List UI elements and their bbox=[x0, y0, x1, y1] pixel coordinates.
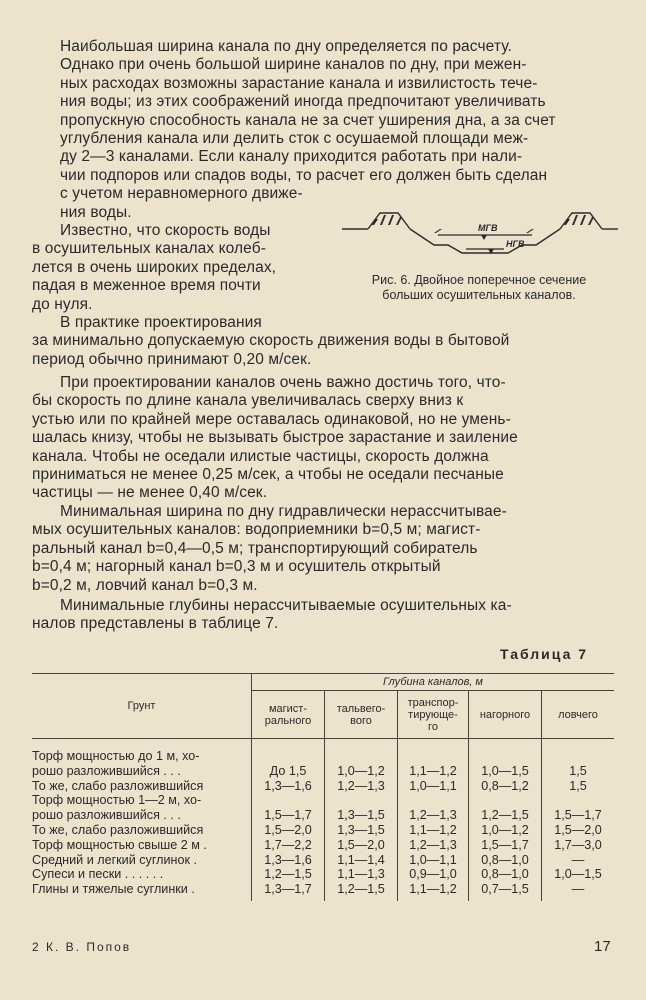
spoil-bank bbox=[560, 213, 602, 229]
value-cell: 1,3—1,6 bbox=[252, 779, 325, 794]
value-cell: 1,0—1,2 bbox=[325, 764, 398, 779]
value-cell: 1,5—2,0 bbox=[252, 823, 325, 838]
table-title: Таблица 7 bbox=[500, 646, 589, 662]
paragraph-2 bbox=[32, 222, 324, 314]
table-row bbox=[32, 793, 614, 808]
value-cell: 1,7—3,0 bbox=[542, 838, 615, 853]
text-line: Известно, что скорость воды bbox=[60, 222, 271, 239]
header-text: нагорного bbox=[479, 708, 531, 721]
soil-cell: Торф мощностью 1—2 м, хо- bbox=[32, 793, 202, 808]
value-cell: 1,5—1,7 bbox=[252, 808, 325, 823]
text-line: Минимальная ширина по дну гидравлически нерассчитывае- bbox=[60, 503, 507, 520]
value-cell: 1,1—1,2 bbox=[398, 882, 469, 901]
text-line: в осушительных каналах колеб- bbox=[32, 240, 266, 258]
table-row bbox=[32, 853, 614, 868]
paragraph-1 bbox=[32, 38, 614, 222]
soil-cell: Глины и тяжелые суглинки . bbox=[32, 882, 195, 897]
text-line: В практике проектирования bbox=[60, 314, 262, 331]
value-cell: 1,2—1,3 bbox=[398, 838, 469, 853]
value-cell: 1,0—1,1 bbox=[398, 779, 469, 794]
header-soil: Грунт bbox=[32, 674, 252, 739]
value-cell: — bbox=[542, 853, 615, 868]
soil-cell: То же, слабо разложившийся bbox=[32, 778, 204, 793]
text-line: с учетом неравномерного движе- bbox=[60, 185, 303, 203]
mgv-label: МГВ bbox=[478, 223, 498, 233]
value-cell: 1,5—1,7 bbox=[469, 838, 542, 853]
value-cell: 1,1—1,3 bbox=[325, 867, 398, 882]
text-line: ду 2—3 каналами. Если каналу приходится работать при нали- bbox=[60, 148, 523, 166]
text-line: чии подпоров или спадов воды, то расчет его должен быть сделан bbox=[60, 166, 548, 184]
soil-cell: Торф мощностью до 1 м, хо- bbox=[32, 749, 200, 763]
value-cell: 1,3—1,5 bbox=[325, 808, 398, 823]
caption-line: Рис. 6. Двойное поперечное сечение bbox=[371, 273, 587, 287]
hatching bbox=[372, 215, 402, 225]
header-col-upland bbox=[469, 691, 542, 739]
header-depth-group bbox=[252, 674, 615, 691]
soil-cell: Супеси и пески . . . . . . bbox=[32, 867, 164, 882]
header-col-thalweg bbox=[325, 691, 398, 739]
text-line: устью или по крайней мере оставалась одинаковой, но не умень- bbox=[32, 410, 511, 428]
value-cell: 1,0—1,1 bbox=[398, 853, 469, 868]
value-cell: 1,3—1,7 bbox=[252, 882, 325, 901]
table-row bbox=[32, 764, 614, 779]
soil-cell: рошо разложившийся . . . bbox=[32, 763, 181, 778]
value-cell: 1,3—1,5 bbox=[325, 823, 398, 838]
value-cell: 0,8—1,2 bbox=[469, 779, 542, 794]
value-cell bbox=[325, 739, 398, 764]
value-cell: 1,5—2,0 bbox=[325, 838, 398, 853]
header-col-main bbox=[252, 691, 325, 739]
spoil-bank bbox=[368, 213, 410, 229]
soil-cell: Средний и легкий суглинок . bbox=[32, 852, 198, 867]
header-col-transport bbox=[398, 691, 469, 739]
value-cell bbox=[398, 739, 469, 764]
text-line: приниматься не менее 0,25 м/сек, а чтобы не оседали песчаные bbox=[32, 466, 504, 484]
soil-cell: Торф мощностью свыше 2 м . bbox=[32, 837, 207, 852]
caption-line: больших осушительных каналов. bbox=[382, 288, 576, 302]
value-cell bbox=[398, 793, 469, 808]
value-cell bbox=[469, 739, 542, 764]
header-text: го bbox=[428, 720, 438, 733]
value-cell bbox=[252, 739, 325, 764]
footer-signature: 2 К. В. Попов bbox=[32, 940, 132, 954]
paragraph-6 bbox=[32, 597, 614, 634]
soil-cell: рошо разложившийся . . . bbox=[32, 808, 181, 823]
water-level-marker bbox=[481, 235, 487, 240]
value-cell bbox=[469, 793, 542, 808]
value-cell: 0,9—1,0 bbox=[398, 867, 469, 882]
value-cell: 1,3—1,6 bbox=[252, 853, 325, 868]
table-row bbox=[32, 823, 614, 838]
value-cell: 1,2—1,3 bbox=[325, 779, 398, 794]
value-cell: 1,2—1,3 bbox=[398, 808, 469, 823]
table-row bbox=[32, 779, 614, 794]
header-text: ловчего bbox=[558, 708, 598, 721]
paragraph-4 bbox=[32, 374, 614, 503]
page-number: 17 bbox=[594, 938, 611, 955]
value-cell: — bbox=[542, 882, 615, 901]
text-line: до нуля. bbox=[32, 295, 93, 313]
paragraph-3 bbox=[32, 314, 614, 369]
text-line: Однако при очень большой ширине каналов по дну, при межен- bbox=[60, 56, 527, 74]
value-cell: 1,5—2,0 bbox=[542, 823, 615, 838]
header-text: тирующе- bbox=[408, 708, 458, 721]
header-text: магист- bbox=[268, 702, 308, 715]
text-line: мых осушительных каналов: водоприемники b=0,5 м; магист- bbox=[32, 521, 481, 539]
value-cell: 1,1—1,2 bbox=[398, 764, 469, 779]
header-col-catch bbox=[542, 691, 615, 739]
header-depth-group-label: Глубина каналов, м bbox=[383, 676, 483, 688]
text-line: падая в меженное время почти bbox=[32, 277, 261, 295]
value-cell: 1,2—1,5 bbox=[325, 882, 398, 901]
value-cell: 1,7—2,2 bbox=[252, 838, 325, 853]
value-cell: 1,5—1,7 bbox=[542, 808, 615, 823]
value-cell: До 1,5 bbox=[252, 764, 325, 779]
value-cell: 1,1—1,4 bbox=[325, 853, 398, 868]
ngv-label: НГВ bbox=[506, 239, 525, 249]
text-line: период обычно принимают 0,20 м/сек. bbox=[32, 350, 312, 368]
value-cell: 0,8—1,0 bbox=[469, 853, 542, 868]
text-line: Минимальные глубины нерассчитываемые осушительных ка- bbox=[60, 597, 512, 614]
text-line: пропускную способность канала не за счет уширения дна, а за счет bbox=[60, 111, 556, 129]
value-cell: 1,0—1,5 bbox=[542, 867, 615, 882]
text-line: ния воды. bbox=[60, 203, 132, 221]
figure-caption bbox=[338, 273, 620, 303]
table-row bbox=[32, 808, 614, 823]
text-line: ния воды; из этих соображений иногда предпочитают увеличивать bbox=[60, 93, 546, 111]
header-text: транспор- bbox=[407, 696, 459, 709]
text-line: b=0,2 м, ловчий канал b=0,3 м. bbox=[32, 576, 258, 594]
text-line: бы скорость по длине канала увеличивалась сверху вниз к bbox=[32, 392, 464, 410]
value-cell: 1,1—1,2 bbox=[398, 823, 469, 838]
table-row bbox=[32, 867, 614, 882]
text-line: канала. Чтобы не оседали илистые частицы, скорость должна bbox=[32, 447, 489, 465]
text-line: ных расходах возможны зарастание канала и извилистость тече- bbox=[60, 74, 538, 92]
value-cell bbox=[325, 793, 398, 808]
depth-table bbox=[32, 673, 614, 901]
text-line: b=0,4 м; нагорный канал b=0,3 м и осушитель открытый bbox=[32, 558, 441, 576]
value-cell bbox=[542, 793, 615, 808]
text-line: шалась книзу, чтобы не вызывать быстрое зарастание и заиление bbox=[32, 429, 518, 447]
text-line: лется в очень широких пределах, bbox=[32, 258, 277, 276]
text-line: Наибольшая ширина канала по дну определяется по расчету. bbox=[60, 38, 512, 55]
text-line: ральный канал b=0,4—0,5 м; транспортирующий собиратель bbox=[32, 539, 478, 557]
table-row bbox=[32, 739, 614, 764]
text-line: При проектировании каналов очень важно достичь того, что- bbox=[60, 374, 506, 391]
value-cell: 1,2—1,5 bbox=[469, 808, 542, 823]
header-text: вого bbox=[350, 714, 372, 727]
value-cell bbox=[542, 739, 615, 764]
value-cell: 1,0—1,2 bbox=[469, 823, 542, 838]
text-line: за минимально допускаемую скорость движения воды в бытовой bbox=[32, 332, 510, 350]
value-cell bbox=[252, 793, 325, 808]
text-line: углубления канала или делить сток с осушаемой площади меж- bbox=[60, 130, 529, 148]
header-text: рального bbox=[264, 714, 312, 727]
channel-cross-section-diagram bbox=[338, 205, 620, 267]
header-text: тальвего- bbox=[336, 702, 386, 715]
value-cell: 1,0—1,5 bbox=[469, 764, 542, 779]
paragraph-5 bbox=[32, 503, 614, 595]
value-cell: 0,8—1,0 bbox=[469, 867, 542, 882]
table-row bbox=[32, 882, 614, 901]
value-cell: 1,2—1,5 bbox=[252, 867, 325, 882]
table-row bbox=[32, 838, 614, 853]
value-cell: 0,7—1,5 bbox=[469, 882, 542, 901]
figure-6 bbox=[338, 205, 620, 303]
text-line: налов представлены в таблице 7. bbox=[32, 615, 279, 633]
text-line: частицы — не менее 0,40 м/сек. bbox=[32, 484, 268, 502]
value-cell: 1,5 bbox=[542, 779, 615, 794]
value-cell: 1,5 bbox=[542, 764, 615, 779]
soil-cell: То же, слабо разложившийся bbox=[32, 822, 204, 837]
